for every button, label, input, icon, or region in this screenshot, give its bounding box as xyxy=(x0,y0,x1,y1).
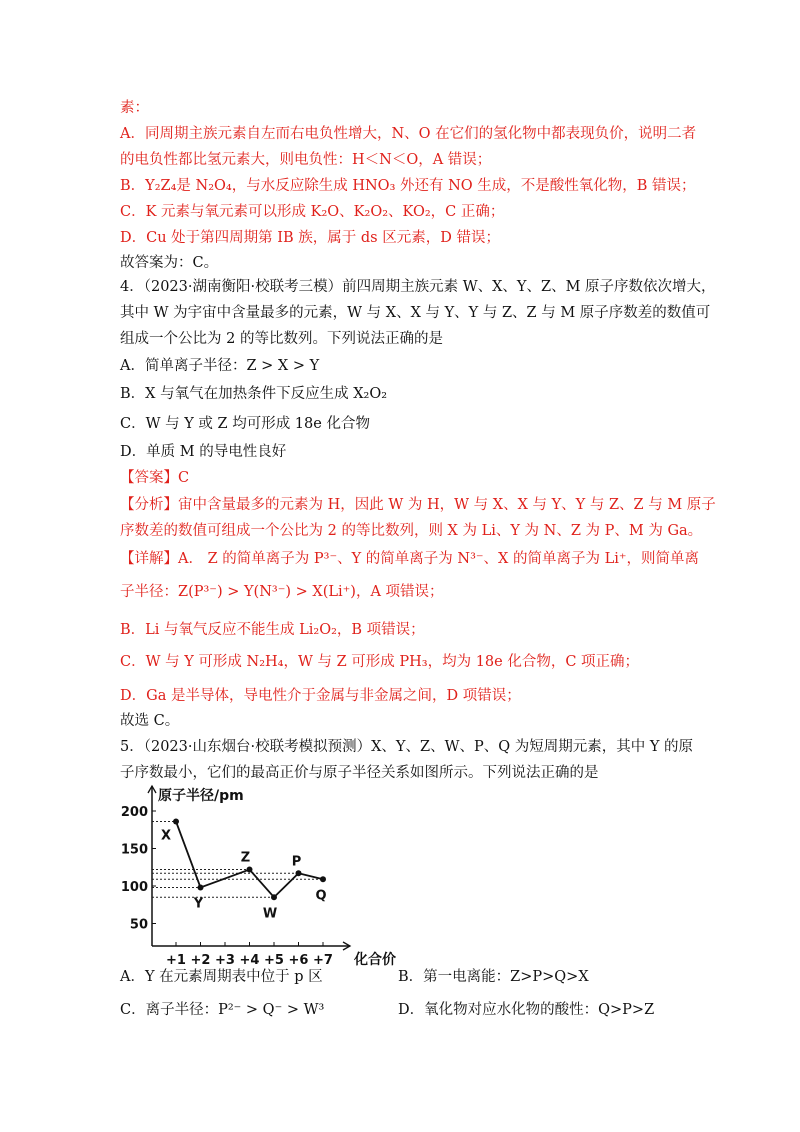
point-label: P xyxy=(291,854,302,870)
detail-line: 【详解】A． Z 的简单离子为 P³⁻、Y 的简单离子为 N³⁻、X 的简单离子为 Li⁺，则简单离 xyxy=(120,551,699,567)
x-tick-label: +4 xyxy=(239,953,260,968)
option-b: B．X 与氧气在加热条件下反应生成 X₂O₂ xyxy=(120,386,388,402)
data-point xyxy=(296,870,302,876)
text-line: B．Y₂Z₄是 N₂O₄，与水反应除生成 HNO₃ 外还有 NO 生成，不是酸性氧化物，B 错误； xyxy=(120,178,696,194)
x-tick-label: +2 xyxy=(190,953,211,968)
question-stem: 4．（2023·湖南衡阳·校联考三模）前四周期主族元素 W、X、Y、Z、M 原子序数依次增大， xyxy=(120,279,716,295)
analysis-line: 【分析】宙中含量最多的元素为 H，因此 W 为 H，W 与 X、X 与 Y、Y 与 Z、Z 与 M 原子 xyxy=(120,497,716,513)
option-d: D．单质 M 的导电性良好 xyxy=(120,444,287,460)
option-a: A．Y 在元素周期表中位于 p 区 xyxy=(120,969,323,985)
option-c: C．离子半径：P²⁻ > Q⁻ > W³ xyxy=(120,1002,325,1018)
option-a: A．简单离子半径：Z > X > Y xyxy=(120,358,320,374)
x-tick-label: +3 xyxy=(215,953,235,968)
radius-valence-chart xyxy=(118,778,408,968)
text-line: A．同周期主族元素自左而右电负性增大，N、O 在它们的氢化物中都表现负价，说明二者 xyxy=(120,126,697,142)
data-point xyxy=(271,894,277,900)
question-stem: 子序数最小，它们的最高正价与原子半径关系如图所示。下列说法正确的是 xyxy=(120,765,599,781)
point-label: Q xyxy=(315,888,327,904)
text-line: 素： xyxy=(120,100,149,116)
x-tick-label: +6 xyxy=(288,953,309,968)
x-axis-label: 化合价 xyxy=(354,952,396,968)
text-line: C．K 元素与氧元素可以形成 K₂O、K₂O₂、KO₂，C 正确； xyxy=(120,204,505,220)
option-c: C．W 与 Y 或 Z 均可形成 18e 化合物 xyxy=(120,416,370,432)
x-tick-label: +1 xyxy=(166,953,186,968)
detail-line: C．W 与 Y 可形成 N₂H₄，W 与 Z 可形成 PH₃，均为 18e 化合物，C 项正确； xyxy=(120,654,640,670)
point-label: Z xyxy=(240,850,251,866)
option-d: D．氧化物对应水化物的酸性：Q>P>Z xyxy=(398,1002,655,1018)
point-label: X xyxy=(160,828,172,844)
point-label: W xyxy=(262,906,278,922)
conclusion-line: 故选 C。 xyxy=(120,713,180,729)
question-stem: 组成一个公比为 2 的等比数列。下列说法正确的是 xyxy=(120,331,443,347)
y-tick-label: 200 xyxy=(120,805,148,820)
detail-line: 子半径：Z(P³⁻) > Y(N³⁻) > X(Li⁺)，A 项错误； xyxy=(120,584,444,600)
y-tick-label: 150 xyxy=(120,842,148,858)
data-point xyxy=(198,885,204,891)
option-b: B．第一电离能：Z>P>Q>X xyxy=(398,969,589,985)
question-stem: 其中 W 为宇宙中含量最多的元素，W 与 X、X 与 Y、Y 与 Z、Z 与 M 原子序数差的数值可 xyxy=(120,305,711,321)
analysis-line: 序数差的数值可组成一个公比为 2 的等比数列，则 X 为 Li、Y 为 N、Z 为 P、M 为 Ga。 xyxy=(120,523,703,539)
x-tick-label: +5 xyxy=(264,953,284,968)
detail-line: D．Ga 是半导体，导电性介于金属与非金属之间，D 项错误； xyxy=(120,688,521,704)
x-tick-label: +7 xyxy=(313,953,333,968)
data-point xyxy=(247,867,253,873)
text-line: D．Cu 处于第四周期第 IB 族，属于 ds 区元素，D 错误； xyxy=(120,230,500,246)
detail-line: B．Li 与氧气反应不能生成 Li₂O₂，B 项错误； xyxy=(120,622,425,638)
text-line: 的电负性都比氢元素大，则电负性：H＜N＜O，A 错误； xyxy=(120,152,492,168)
data-point xyxy=(173,819,179,825)
data-point xyxy=(320,876,326,882)
y-tick-label: 50 xyxy=(129,917,148,933)
answer-tag: 【答案】C xyxy=(120,470,190,486)
y-axis-label: 原子半径/pm xyxy=(158,788,244,804)
point-label: Y xyxy=(193,896,204,912)
question-stem: 5．（2023·山东烟台·校联考模拟预测）X、Y、Z、W、P、Q 为短周期元素，其中 Y 的原 xyxy=(120,739,694,755)
y-tick-label: 100 xyxy=(120,880,148,895)
answer-line: 故答案为：C。 xyxy=(120,255,219,271)
